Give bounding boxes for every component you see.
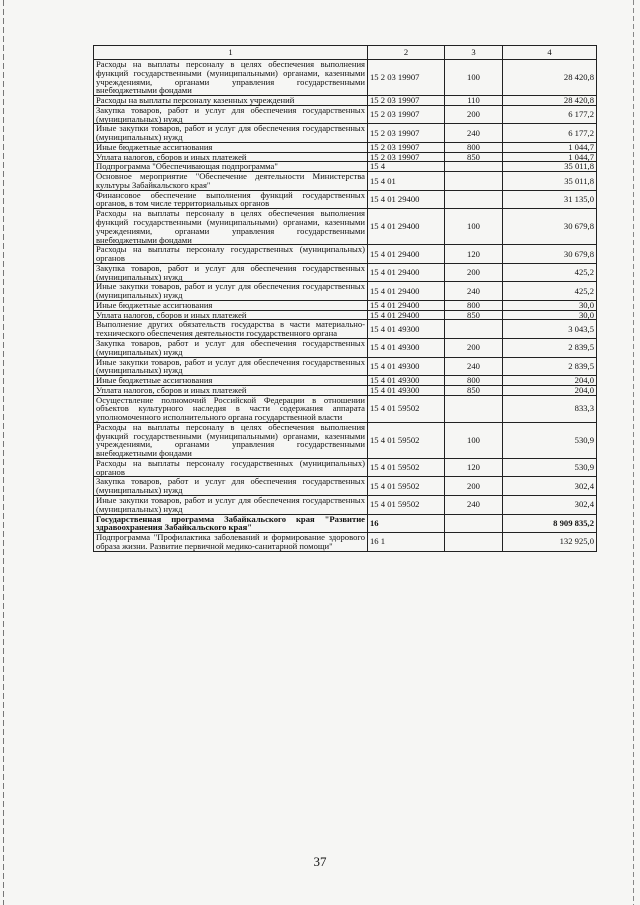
header-col-2: 2 [368, 46, 445, 60]
row-type-cell [445, 162, 503, 172]
scan-edge-right [633, 0, 634, 905]
row-name-cell: Иные бюджетные ассигнования [94, 300, 368, 310]
row-type-cell [445, 190, 503, 209]
row-type-cell: 120 [445, 245, 503, 264]
table-row [94, 533, 597, 552]
row-name-cell: Иные бюджетные ассигнования [94, 142, 368, 152]
row-name-cell: Подпрограмма "Обеспечивающая подпрограмма" [94, 162, 368, 172]
row-sum-cell: 30,0 [503, 310, 597, 320]
row-sum-cell: 8 909 835,2 [503, 514, 597, 533]
row-name-cell: Закупка товаров, работ и услуг для обеспечения государственных (муниципальных) нужд [94, 263, 368, 282]
row-code-cell: 15 4 01 29400 [368, 282, 445, 301]
row-code-cell: 15 2 03 19907 [368, 142, 445, 152]
row-type-cell [445, 172, 503, 191]
row-sum-cell: 425,2 [503, 282, 597, 301]
header-col-1: 1 [94, 46, 368, 60]
row-name-cell: Расходы на выплаты персоналу государственных (муниципальных) органов [94, 245, 368, 264]
table-row [94, 495, 597, 514]
row-type-cell [445, 395, 503, 422]
row-name-cell: Расходы на выплаты персоналу казенных учреждений [94, 96, 368, 106]
row-code-cell: 15 2 03 19907 [368, 96, 445, 106]
table-row [94, 60, 597, 96]
table-row [94, 385, 597, 395]
row-name-cell: Расходы на выплаты персоналу в целях обеспечения выполнения функций государственными (муниципальными) органами, казенными учреждениями, органами управления государственными внебюджетными фондами [94, 422, 368, 458]
row-type-cell: 800 [445, 142, 503, 152]
row-code-cell: 15 4 01 29400 [368, 310, 445, 320]
table-row [94, 172, 597, 191]
row-name-cell: Иные закупки товаров, работ и услуг для обеспечения государственных (муниципальных) нужд [94, 357, 368, 376]
row-code-cell: 15 2 03 19907 [368, 105, 445, 124]
row-sum-cell: 35 011,8 [503, 162, 597, 172]
row-name-cell: Иные закупки товаров, работ и услуг для обеспечения государственных (муниципальных) нужд [94, 495, 368, 514]
row-code-cell: 16 [368, 514, 445, 533]
row-code-cell: 15 4 01 49300 [368, 357, 445, 376]
row-type-cell: 100 [445, 422, 503, 458]
row-sum-cell: 1 044,7 [503, 152, 597, 162]
row-code-cell: 15 4 01 49300 [368, 385, 445, 395]
row-sum-cell: 3 043,5 [503, 320, 597, 339]
row-sum-cell: 204,0 [503, 376, 597, 386]
row-type-cell [445, 320, 503, 339]
row-sum-cell: 30 679,8 [503, 209, 597, 245]
row-sum-cell: 2 839,5 [503, 338, 597, 357]
row-type-cell: 100 [445, 209, 503, 245]
row-name-cell: Подпрограмма "Профилактика заболеваний и формирование здорового образа жизни. Развитие первичной медико-санитарной помощи" [94, 533, 368, 552]
table-row [94, 263, 597, 282]
row-type-cell [445, 533, 503, 552]
row-code-cell: 15 4 [368, 162, 445, 172]
row-type-cell: 240 [445, 357, 503, 376]
row-code-cell: 15 4 01 59502 [368, 458, 445, 477]
table-row [94, 245, 597, 264]
row-code-cell: 15 4 01 49300 [368, 376, 445, 386]
row-code-cell: 15 4 01 59502 [368, 477, 445, 496]
table-row [94, 162, 597, 172]
row-sum-cell: 28 420,8 [503, 96, 597, 106]
row-code-cell: 15 2 03 19907 [368, 124, 445, 143]
scan-edge-left [3, 0, 4, 905]
row-name-cell: Финансовое обеспечение выполнения функций государственных органов, в том числе территориальных органов [94, 190, 368, 209]
table-row [94, 209, 597, 245]
row-sum-cell: 302,4 [503, 477, 597, 496]
row-sum-cell: 425,2 [503, 263, 597, 282]
table-row [94, 422, 597, 458]
row-name-cell: Иные закупки товаров, работ и услуг для обеспечения государственных (муниципальных) нужд [94, 282, 368, 301]
header-col-3: 3 [445, 46, 503, 60]
row-name-cell: Выполнение других обязательств государства в части материально-технического обеспечения деятельности государственного органа [94, 320, 368, 339]
row-sum-cell: 31 135,0 [503, 190, 597, 209]
row-type-cell: 850 [445, 152, 503, 162]
row-name-cell: Уплата налогов, сборов и иных платежей [94, 152, 368, 162]
row-sum-cell: 132 925,0 [503, 533, 597, 552]
row-name-cell: Расходы на выплаты персоналу в целях обеспечения выполнения функций государственными (муниципальными) органами, казенными учреждениями, органами управления государственными внебюджетными фондами [94, 60, 368, 96]
row-sum-cell: 833,3 [503, 395, 597, 422]
row-type-cell: 800 [445, 376, 503, 386]
table-row [94, 190, 597, 209]
row-sum-cell: 530,9 [503, 458, 597, 477]
row-name-cell: Уплата налогов, сборов и иных платежей [94, 310, 368, 320]
row-code-cell: 15 4 01 29400 [368, 263, 445, 282]
row-name-cell: Закупка товаров, работ и услуг для обеспечения государственных (муниципальных) нужд [94, 477, 368, 496]
row-code-cell: 16 1 [368, 533, 445, 552]
table-row [94, 458, 597, 477]
row-type-cell: 200 [445, 105, 503, 124]
row-type-cell: 850 [445, 385, 503, 395]
row-sum-cell: 204,0 [503, 385, 597, 395]
table-row [94, 96, 597, 106]
row-type-cell: 240 [445, 282, 503, 301]
row-name-cell: Закупка товаров, работ и услуг для обеспечения государственных (муниципальных) нужд [94, 105, 368, 124]
row-sum-cell: 35 011,8 [503, 172, 597, 191]
row-type-cell: 100 [445, 60, 503, 96]
row-type-cell: 110 [445, 96, 503, 106]
budget-table [93, 45, 597, 552]
row-code-cell: 15 4 01 29400 [368, 209, 445, 245]
row-type-cell: 120 [445, 458, 503, 477]
row-sum-cell: 6 177,2 [503, 124, 597, 143]
row-code-cell: 15 4 01 [368, 172, 445, 191]
row-sum-cell: 530,9 [503, 422, 597, 458]
row-name-cell: Уплата налогов, сборов и иных платежей [94, 385, 368, 395]
row-type-cell: 200 [445, 263, 503, 282]
row-name-cell: Расходы на выплаты персоналу в целях обеспечения выполнения функций государственными (муниципальными) органами, казенными учреждениями, органами управления государственными внебюджетными фондами [94, 209, 368, 245]
row-code-cell: 15 4 01 59502 [368, 395, 445, 422]
row-sum-cell: 30,0 [503, 300, 597, 310]
row-type-cell: 200 [445, 477, 503, 496]
table-row [94, 105, 597, 124]
row-type-cell [445, 514, 503, 533]
row-type-cell: 800 [445, 300, 503, 310]
table-row [94, 514, 597, 533]
table-row [94, 152, 597, 162]
table-row [94, 320, 597, 339]
table-row [94, 338, 597, 357]
table-row [94, 300, 597, 310]
table-header-row [94, 46, 597, 60]
table-row [94, 376, 597, 386]
row-code-cell: 15 4 01 29400 [368, 300, 445, 310]
row-sum-cell: 28 420,8 [503, 60, 597, 96]
table-row [94, 142, 597, 152]
row-code-cell: 15 4 01 59502 [368, 422, 445, 458]
row-name-cell: Иные бюджетные ассигнования [94, 376, 368, 386]
row-name-cell: Иные закупки товаров, работ и услуг для обеспечения государственных (муниципальных) нужд [94, 124, 368, 143]
row-sum-cell: 30 679,8 [503, 245, 597, 264]
table-row [94, 477, 597, 496]
row-sum-cell: 302,4 [503, 495, 597, 514]
row-name-cell: Закупка товаров, работ и услуг для обеспечения государственных (муниципальных) нужд [94, 338, 368, 357]
row-code-cell: 15 4 01 59502 [368, 495, 445, 514]
row-name-cell: Основное мероприятие "Обеспечение деятельности Министерства культуры Забайкальского края" [94, 172, 368, 191]
row-name-cell: Осуществление полномочий Российской Федерации в отношении объектов культурного наследия в части содержания аппарата уполномоченного исполнительного органа государственной власти [94, 395, 368, 422]
table-row [94, 395, 597, 422]
row-code-cell: 15 2 03 19907 [368, 60, 445, 96]
row-sum-cell: 2 839,5 [503, 357, 597, 376]
header-col-4: 4 [503, 46, 597, 60]
row-sum-cell: 6 177,2 [503, 105, 597, 124]
table-row [94, 282, 597, 301]
row-code-cell: 15 2 03 19907 [368, 152, 445, 162]
table-row [94, 124, 597, 143]
row-code-cell: 15 4 01 29400 [368, 245, 445, 264]
row-code-cell: 15 4 01 49300 [368, 338, 445, 357]
table-row [94, 357, 597, 376]
page-number: 37 [313, 854, 327, 869]
row-code-cell: 15 4 01 49300 [368, 320, 445, 339]
row-type-cell: 240 [445, 124, 503, 143]
row-type-cell: 240 [445, 495, 503, 514]
row-code-cell: 15 4 01 29400 [368, 190, 445, 209]
row-type-cell: 850 [445, 310, 503, 320]
row-name-cell: Государственная программа Забайкальского края "Развитие здравоохранения Забайкальского края" [94, 514, 368, 533]
table-row [94, 310, 597, 320]
row-name-cell: Расходы на выплаты персоналу государственных (муниципальных) органов [94, 458, 368, 477]
row-type-cell: 200 [445, 338, 503, 357]
row-sum-cell: 1 044,7 [503, 142, 597, 152]
